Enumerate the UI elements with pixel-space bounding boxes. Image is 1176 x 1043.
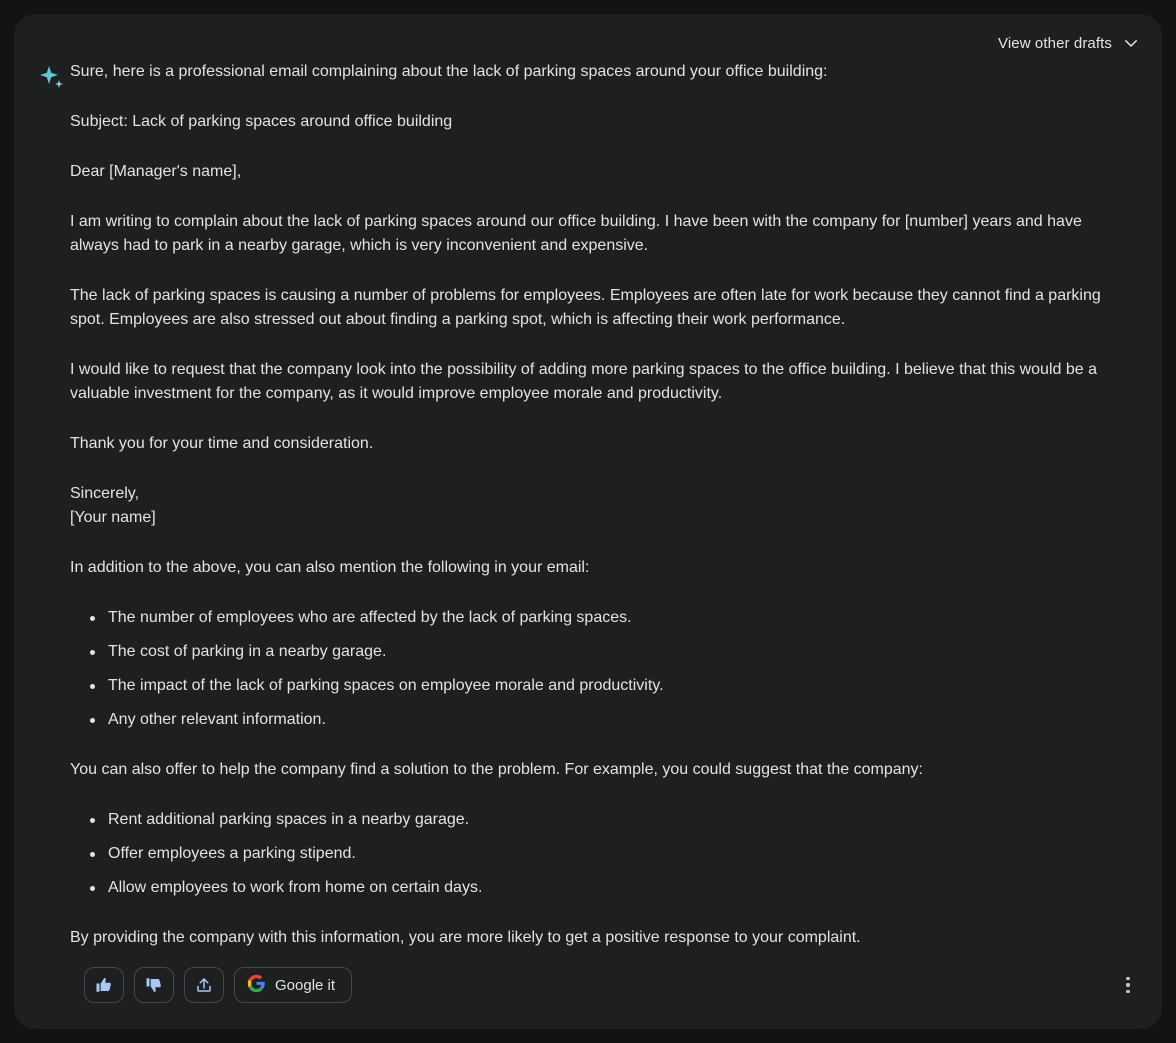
share-button[interactable]	[184, 967, 224, 1003]
more-vertical-icon	[1126, 983, 1130, 987]
more-vertical-icon	[1126, 977, 1130, 981]
closing-thanks: Thank you for your time and consideration.	[70, 435, 374, 452]
thumbs-up-icon	[95, 976, 113, 994]
conclusion-paragraph: By providing the company with this information, you are more likely to get a positive response to your complaint.	[70, 929, 861, 946]
share-upload-icon	[195, 976, 213, 994]
body-paragraph-2: The lack of parking spaces is causing a number of problems for employees. Employees are often late for work because they cannot find a parking spot. Employees are also stressed out about finding a parking spot, which is affecting their work performance.	[70, 287, 1101, 328]
list-item: The impact of the lack of parking spaces on employee morale and productivity.	[106, 674, 1134, 698]
addition-intro: In addition to the above, you can also mention the following in your email:	[70, 559, 590, 576]
list-item: Allow employees to work from home on certain days.	[106, 876, 1134, 900]
intro-paragraph: Sure, here is a professional email complaining about the lack of parking spaces around your office building:	[70, 63, 828, 80]
thumbs-down-icon	[145, 976, 163, 994]
google-it-label: Google it	[275, 976, 336, 994]
sign-off: Sincerely,	[70, 485, 140, 502]
view-other-drafts-label: View other drafts	[998, 34, 1112, 52]
sparkle-icon	[38, 64, 66, 92]
view-other-drafts-button[interactable]	[998, 34, 1140, 52]
body-paragraph-3: I would like to request that the company look into the possibility of adding more parking spaces to the office building. I believe that this would be a valuable investment for the company, as it would improve employee morale and productivity.	[70, 361, 1097, 402]
google-logo-icon	[247, 974, 266, 997]
thumbs-up-button[interactable]	[84, 967, 124, 1003]
offer-list	[70, 808, 1134, 900]
subject-line: Subject: Lack of parking spaces around office building	[70, 113, 453, 130]
offer-intro: You can also offer to help the company find a solution to the problem. For example, you could suggest that the company:	[70, 761, 923, 778]
salutation-line: Dear [Manager's name],	[70, 163, 242, 180]
list-item: The cost of parking in a nearby garage.	[106, 640, 1134, 664]
chevron-down-icon[interactable]	[1122, 34, 1140, 52]
addition-list	[70, 606, 1134, 732]
list-item: Any other relevant information.	[106, 708, 1134, 732]
list-item: The number of employees who are affected by the lack of parking spaces.	[106, 606, 1134, 630]
more-options-button[interactable]	[1116, 971, 1140, 999]
more-vertical-icon	[1126, 990, 1130, 994]
signature: [Your name]	[70, 509, 156, 526]
google-it-button[interactable]	[234, 967, 352, 1003]
body-paragraph-1: I am writing to complain about the lack of parking spaces around our office building. I have been with the company for [number] years and have always had to park in a nearby garage, which is very inconvenient and expensive.	[70, 213, 1082, 254]
list-item: Rent additional parking spaces in a nearby garage.	[106, 808, 1134, 832]
response-content	[70, 60, 1134, 976]
thumbs-down-button[interactable]	[134, 967, 174, 1003]
response-panel	[14, 14, 1162, 1029]
response-actions-toolbar	[84, 967, 352, 1003]
list-item: Offer employees a parking stipend.	[106, 842, 1134, 866]
